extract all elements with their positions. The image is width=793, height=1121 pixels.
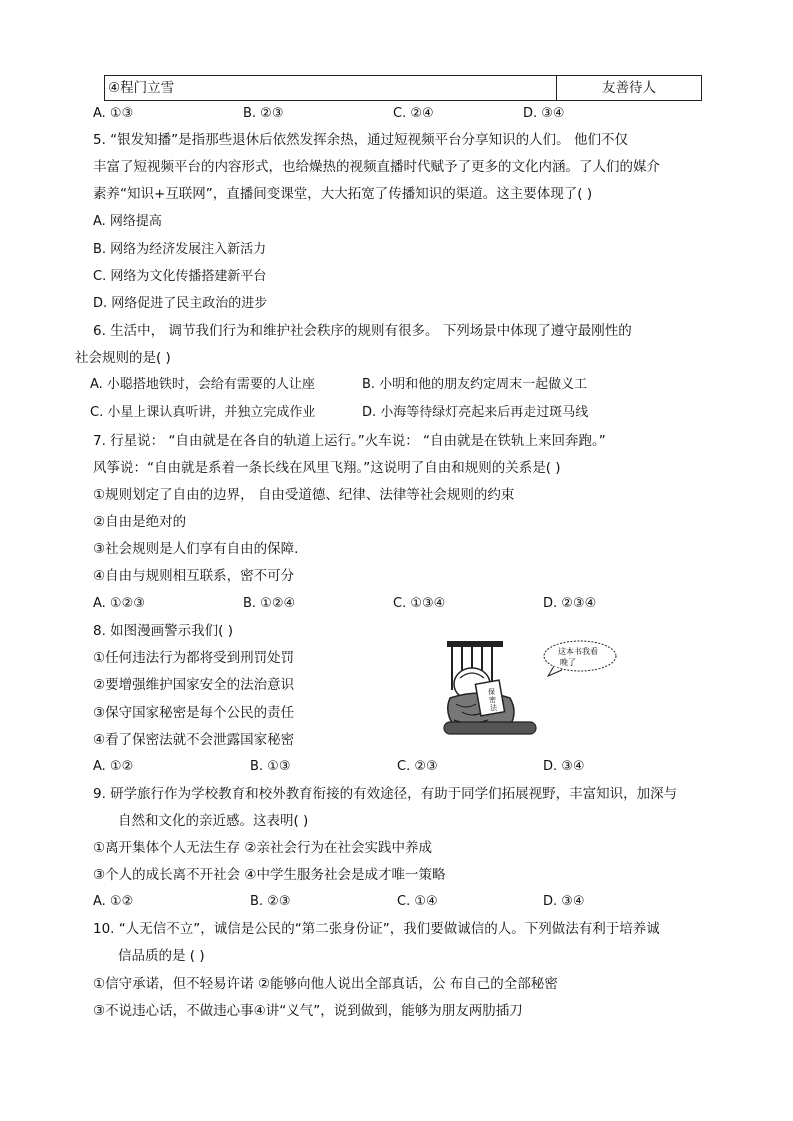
- q10-statements-3-4: ③不说违心话，不做违心事④讲“义气”，说到做到，能够为朋友两肋插刀: [93, 1003, 523, 1019]
- q6-stem-line1: 6. 生活中， 调节我们行为和维护社会秩序的规则有很多。 下列场景中体现了遵守最刚性的: [93, 323, 632, 339]
- q7-statement-1: ①规则划定了自由的边界， 自由受道德、纪律、法律等社会规则的约束: [93, 487, 515, 503]
- q9-statements-1-2: ①离开集体个人无法生存 ②亲社会行为在社会实践中养成: [93, 840, 432, 856]
- q7-statement-3: ③社会规则是人们享有自由的保障.: [93, 541, 299, 557]
- bubble-text-line1: 这本书我看: [558, 647, 598, 656]
- q8-option-d[interactable]: D. ③④: [543, 759, 585, 774]
- q5-stem-line1: 5. “银发知播”是指那些退休后依然发挥余热，通过短视频平台分享知识的人们。 他们不仅: [93, 132, 628, 148]
- book-char-2: 密: [489, 696, 496, 704]
- q9-stem-line2: 自然和文化的亲近感。这表明( ): [118, 813, 309, 829]
- bubble-text-line2: 晚了: [560, 658, 576, 667]
- q5-option-b[interactable]: B. 网络为经济发展注入新活力: [93, 242, 267, 257]
- q8-statement-1: ①任何违法行为都将受到刑罚处罚: [93, 650, 295, 666]
- q6-option-b[interactable]: B. 小明和他的朋友约定周末一起做义工: [362, 377, 588, 392]
- q9-statements-3-4: ③个人的成长离不开社会 ④中学生服务社会是成才唯一策略: [93, 867, 446, 883]
- q7-option-a[interactable]: A. ①②③: [93, 596, 145, 611]
- q7-option-c[interactable]: C. ①③④: [393, 596, 446, 611]
- q8-statement-4: ④看了保密法就不会泄露国家秘密: [93, 732, 295, 748]
- speech-bubble-icon: [544, 641, 616, 676]
- q7-statement-4: ④自由与规则相互联系，密不可分: [93, 568, 295, 584]
- q5-option-c[interactable]: C. 网络为文化传播搭建新平台: [93, 269, 267, 284]
- q10-statements-1-2: ①信守承诺，但不轻易许诺 ②能够向他人说出全部真话，公 布自己的全部秘密: [93, 976, 558, 992]
- q6-stem-line2: 社会规则的是( ): [75, 350, 171, 366]
- q6-option-c[interactable]: C. 小星上课认真听讲，并独立完成作业: [90, 405, 316, 420]
- q4-option-c[interactable]: C. ②④: [393, 106, 434, 121]
- answer-table-row: [104, 75, 702, 101]
- q5-stem-line3: 素养“知识+互联网”，直播间变课堂，大大拓宽了传播知识的渠道。这主要体现了( ): [93, 186, 593, 202]
- q5-option-d[interactable]: D. 网络促进了民主政治的进步: [93, 296, 268, 311]
- q7-option-b[interactable]: B. ①②④: [243, 596, 296, 611]
- q9-option-c[interactable]: C. ①④: [397, 894, 438, 909]
- q4-option-a[interactable]: A. ①③: [93, 106, 134, 121]
- q9-stem-line1: 9. 研学旅行作为学校教育和校外教育衔接的有效途径，有助于同学们拓展视野，丰富知识，加深与: [93, 786, 678, 802]
- q6-option-d[interactable]: D. 小海等待绿灯亮起来后再走过斑马线: [362, 405, 589, 420]
- q10-stem-line2: 信品质的是 ( ): [118, 948, 205, 964]
- q4-option-b[interactable]: B. ②③: [243, 106, 284, 121]
- table-cell-right-text: 友善待人: [602, 80, 656, 96]
- q8-stem: 8. 如图漫画警示我们( ): [93, 623, 233, 639]
- table-cell-left-text: ④程门立雪: [108, 80, 175, 96]
- chair-icon: [444, 722, 536, 734]
- book-char-1: 保: [488, 688, 495, 696]
- q7-stem-line2: 风筝说：“自由就是系着一条长线在风里飞翔。”这说明了自由和规则的关系是( ): [93, 460, 561, 476]
- q8-statement-2: ②要增强维护国家安全的法治意识: [93, 677, 295, 693]
- q9-option-b[interactable]: B. ②③: [250, 894, 291, 909]
- book-icon: [475, 680, 504, 716]
- cartoon-illustration: [440, 638, 622, 738]
- q5-option-a[interactable]: A. 网络提高: [93, 214, 162, 229]
- q8-option-a[interactable]: A. ①②: [93, 759, 134, 774]
- q5-stem-line2: 丰富了短视频平台的内容形式，也给燥热的视频直播时代赋予了更多的文化内涵。了人们的媒介: [93, 159, 660, 175]
- q9-option-d[interactable]: D. ③④: [543, 894, 585, 909]
- q9-option-a[interactable]: A. ①②: [93, 894, 134, 909]
- q8-statement-3: ③保守国家秘密是每个公民的责任: [93, 705, 295, 721]
- q7-stem-line1: 7. 行星说： “自由就是在各自的轨道上运行。”火车说： “自由就是在铁轨上来回奔跑。”: [93, 433, 606, 449]
- q6-option-a[interactable]: A. 小聪搭地铁时，会给有需要的人让座: [90, 377, 315, 392]
- q8-option-b[interactable]: B. ①③: [250, 759, 291, 774]
- q10-stem-line1: 10. “人无信不立”，诚信是公民的“第二张身份证”，我们要做诚信的人。下列做法有利于培养诚: [93, 921, 660, 937]
- q7-option-d[interactable]: D. ②③④: [543, 596, 597, 611]
- q4-option-d[interactable]: D. ③④: [523, 106, 565, 121]
- book-char-3: 法: [490, 704, 497, 712]
- q8-option-c[interactable]: C. ②③: [397, 759, 438, 774]
- q7-statement-2: ②自由是绝对的: [93, 514, 187, 530]
